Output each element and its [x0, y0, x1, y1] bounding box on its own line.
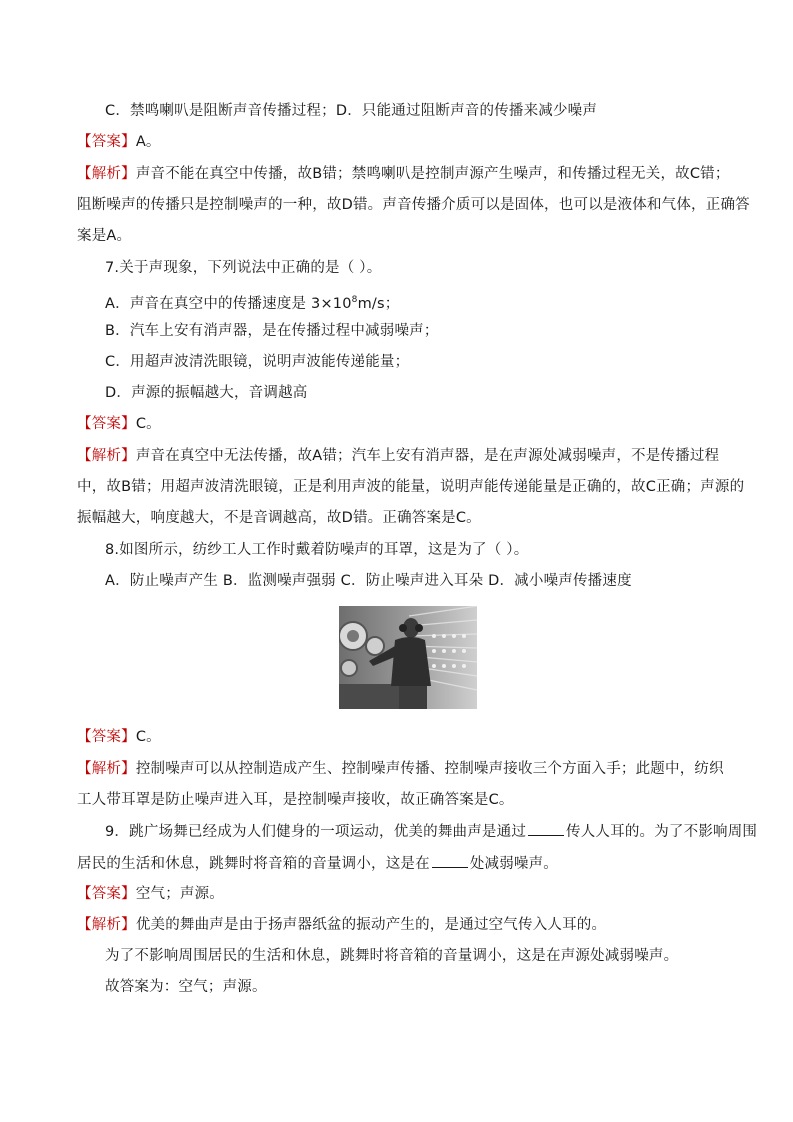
q7-stem: 7.关于声现象，下列说法中正确的是（ ）。 [105, 260, 382, 276]
q6-analysis-line-2: 阻断噪声的传播只是控制噪声的一种，故D错。声音传播介质可以是固体，也可以是液体和气体，正确答 [77, 197, 750, 213]
q6-analysis-line-3: 案是A。 [77, 228, 132, 244]
analysis-text: 声音不能在真空中传播，故B错；禁鸣喇叭是控制声源产生噪声，和传播过程无关，故C错； [135, 166, 730, 182]
analysis-tag: 【解析】 [77, 166, 136, 182]
analysis-tag: 【解析】 [77, 761, 136, 777]
q9-answer [77, 884, 224, 904]
stem-text: 传人人耳的。为了不影响周围 [566, 824, 758, 840]
q8-answer [77, 727, 161, 747]
answer-text: C。 [135, 729, 161, 745]
exponent: 8 [351, 295, 358, 305]
q7-option-b: B．汽车上安有消声器，是在传播过程中减弱噪声； [105, 323, 439, 339]
q7-answer [77, 414, 161, 434]
option-a-text: A．声音在真空中的传播速度是 3×10 [105, 295, 352, 312]
analysis-text: 声音在真空中无法传播，故A错；汽车上安有消声器，是在声源处减弱噪声，不是传播过程 [135, 448, 720, 464]
q7-analysis-line-2: 中，故B错；用超声波清洗眼镜，正是利用声波的能量，说明声能传递能量是正确的，故C正确；声源的 [77, 479, 745, 495]
q7-option-d: D．声源的振幅越大，音调越高 [105, 385, 308, 401]
q9-analysis-line-3: 故答案为：空气；声源。 [105, 979, 267, 995]
analysis-tag: 【解析】 [77, 917, 136, 933]
textile-worker-photo [339, 606, 477, 709]
answer-text: C。 [135, 416, 161, 432]
answer-tag: 【答案】 [77, 134, 136, 150]
q9-stem-line-2 [77, 853, 558, 874]
q6-analysis-line-1 [77, 164, 730, 184]
option-a-unit: m/s； [357, 295, 400, 312]
q7-analysis-line-1 [77, 446, 719, 466]
fill-blank-1 [528, 821, 564, 836]
q8-options: A．防止噪声产生 B．监测噪声强弱 C．防止噪声进入耳朵 D．减小噪声传播速度 [105, 573, 632, 589]
q9-analysis-line-2: 为了不影响周围居民的生活和休息，跳舞时将音箱的音量调小，这是在声源处减弱噪声。 [105, 948, 679, 964]
q9-stem-line-1 [105, 821, 757, 842]
q7-option-c: C．用超声波清洗眼镜，说明声波能传递能量； [105, 354, 410, 370]
stem-text: 处减弱噪声。 [469, 856, 559, 872]
analysis-text: 控制噪声可以从控制造成产生、控制噪声传播、控制噪声接收三个方面入手；此题中，纺织 [135, 761, 724, 777]
answer-text: A。 [135, 134, 161, 150]
stem-text: 9．跳广场舞已经成为人们健身的一项运动，优美的舞曲声是通过 [105, 824, 527, 840]
analysis-tag: 【解析】 [77, 448, 136, 464]
q7-option-a [105, 290, 399, 314]
answer-tag: 【答案】 [77, 416, 136, 432]
q6-answer [77, 132, 161, 152]
answer-tag: 【答案】 [77, 729, 136, 745]
analysis-text: 优美的舞曲声是由于扬声器纸盆的振动产生的，是通过空气传入人耳的。 [135, 917, 607, 933]
q9-analysis-line-1 [77, 915, 606, 935]
q7-analysis-line-3: 振幅越大，响度越大，不是音调越高，故D错。正确答案是C。 [77, 510, 481, 526]
q8-analysis-line-2: 工人带耳罩是防止噪声进入耳，是控制噪声接收，故正确答案是C。 [77, 792, 514, 808]
q8-analysis-line-1 [77, 759, 724, 779]
answer-text: 空气；声源。 [135, 886, 225, 902]
stem-text: 居民的生活和休息，跳舞时将音箱的音量调小，这是在 [77, 856, 430, 872]
q6-option-cd: C．禁鸣喇叭是阻断声音传播过程；D．只能通过阻断声音的传播来减少噪声 [105, 103, 598, 119]
q8-stem: 8.如图所示，纺纱工人工作时戴着防噪声的耳罩，这是为了（ ）。 [105, 542, 529, 558]
fill-blank-2 [432, 853, 468, 868]
answer-tag: 【答案】 [77, 886, 136, 902]
